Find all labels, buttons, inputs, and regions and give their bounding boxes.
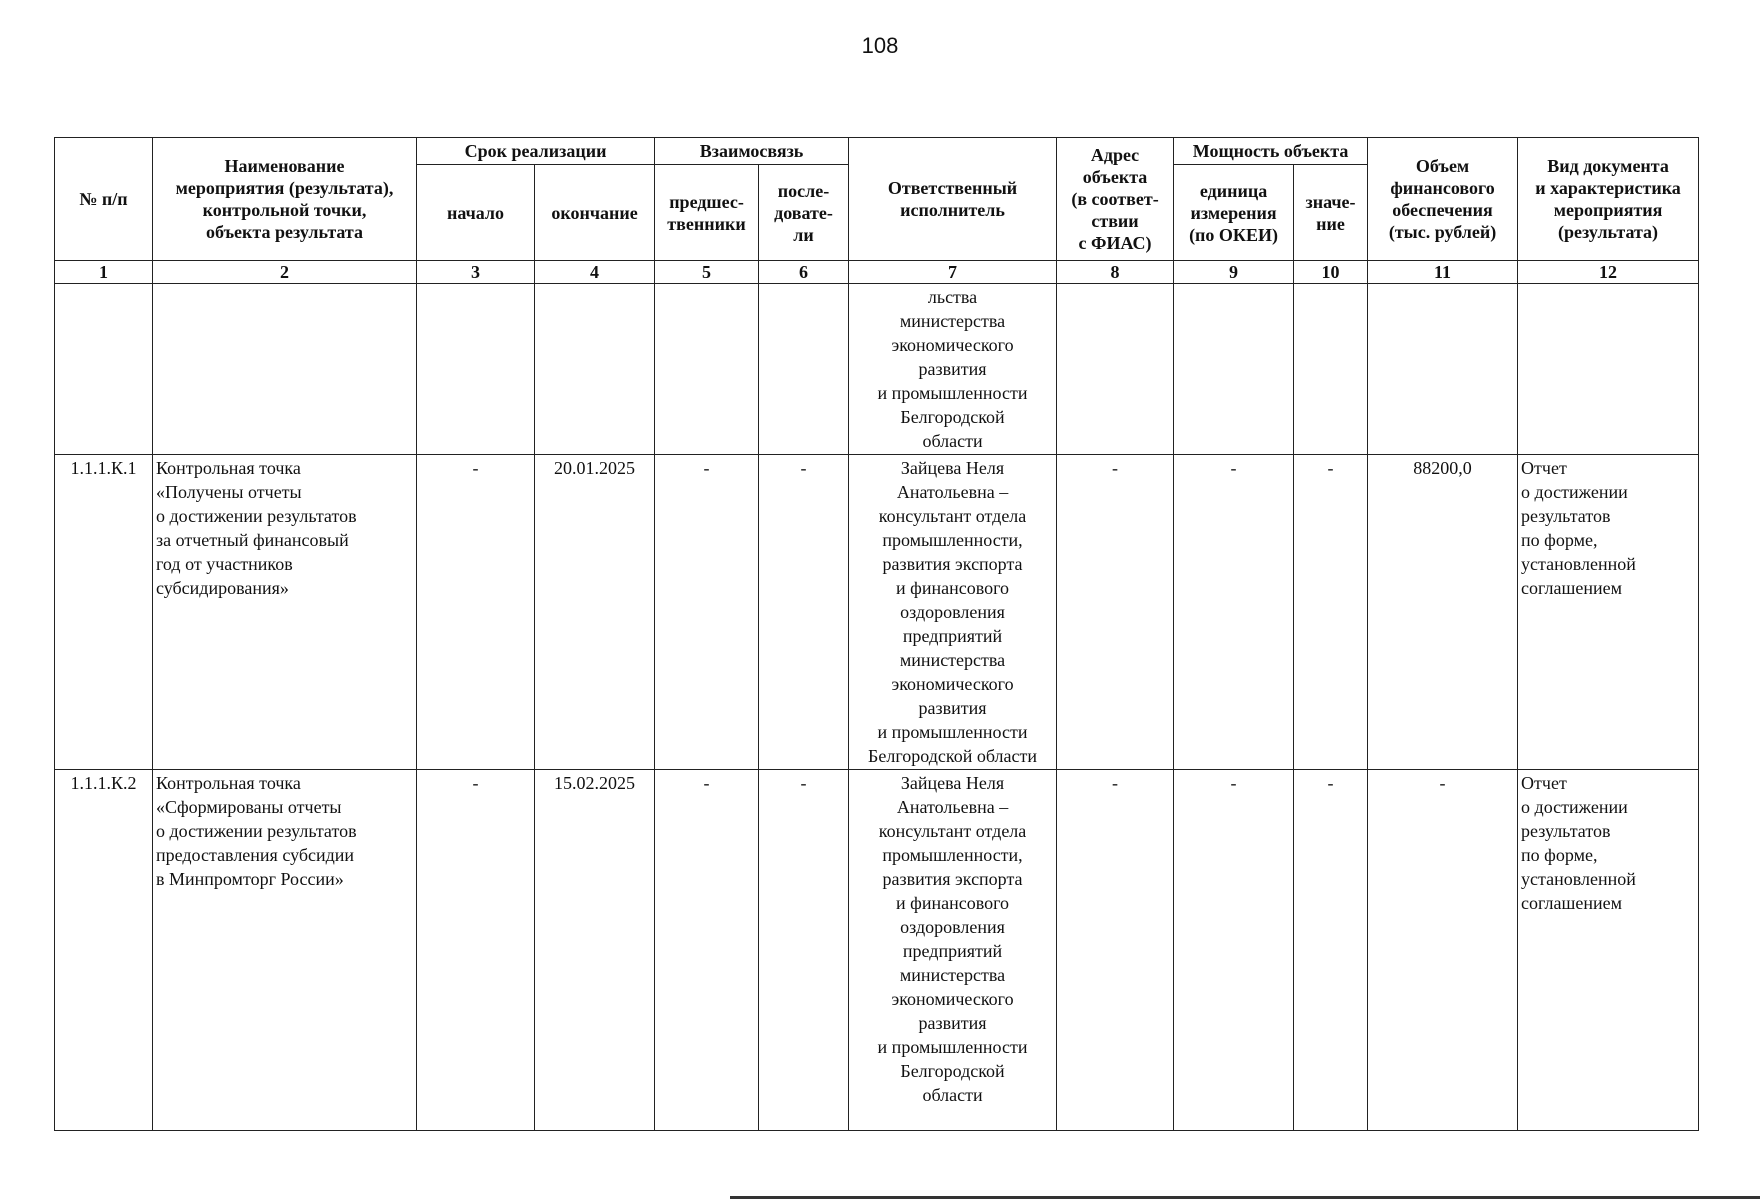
row-start: - bbox=[417, 455, 535, 770]
column-number: 7 bbox=[849, 261, 1057, 284]
header-volume: Объем финансового обеспечения (тыс. рублей) bbox=[1368, 138, 1518, 261]
header-start: начало bbox=[417, 165, 535, 261]
header-link-group: Взаимосвязь bbox=[655, 138, 849, 165]
header-document: Вид документа и характеристика мероприятия (результата) bbox=[1518, 138, 1699, 261]
row-address: - bbox=[1057, 770, 1174, 1131]
column-number: 8 bbox=[1057, 261, 1174, 284]
row-name: Контрольная точка «Получены отчеты о достижении результатов за отчетный финансовый год от участников субсидирования» bbox=[153, 455, 417, 770]
column-number: 6 bbox=[759, 261, 849, 284]
row-value: - bbox=[1294, 455, 1368, 770]
header-address: Адрес объекта (в соответ- ствии с ФИАС) bbox=[1057, 138, 1174, 261]
row-volume: - bbox=[1368, 770, 1518, 1131]
row-predecessors: - bbox=[655, 770, 759, 1131]
row-document: Отчет о достижении результатов по форме, установленной соглашением bbox=[1518, 770, 1699, 1131]
column-number: 1 bbox=[55, 261, 153, 284]
row-address: - bbox=[1057, 455, 1174, 770]
header-name: Наименование мероприятия (результата), контрольной точки, объекта результата bbox=[153, 138, 417, 261]
table-row bbox=[55, 455, 1699, 770]
row-successors: - bbox=[759, 770, 849, 1131]
row-predecessors: - bbox=[655, 455, 759, 770]
header-unit: единица измерения (по ОКЕИ) bbox=[1174, 165, 1294, 261]
row-end: 15.02.2025 bbox=[535, 770, 655, 1131]
header-power-group: Мощность объекта bbox=[1174, 138, 1368, 165]
page-number: 108 bbox=[861, 33, 899, 58]
row-start: - bbox=[417, 770, 535, 1131]
row-volume: 88200,0 bbox=[1368, 455, 1518, 770]
scan-edge-line bbox=[730, 1196, 1760, 1199]
table-header bbox=[55, 138, 1699, 284]
header-successors: после- довате- ли bbox=[759, 165, 849, 261]
row-number: 1.1.1.К.2 bbox=[55, 770, 153, 1131]
header-end: окончание bbox=[535, 165, 655, 261]
responsible-cell: Зайцева Неля Анатольевна – консультант отдела промышленности, развития экспорта и финансового оздоровления предприятий министерства экономического развития и промышленности Белгородской области bbox=[849, 455, 1057, 770]
header-term-group: Срок реализации bbox=[417, 138, 655, 165]
responsible-cell: льства министерства экономического развития и промышленности Белгородской области bbox=[849, 284, 1057, 455]
row-value: - bbox=[1294, 770, 1368, 1131]
column-number: 5 bbox=[655, 261, 759, 284]
column-number: 3 bbox=[417, 261, 535, 284]
row-document: Отчет о достижении результатов по форме, установленной соглашением bbox=[1518, 455, 1699, 770]
row-unit: - bbox=[1174, 455, 1294, 770]
row-number: 1.1.1.К.1 bbox=[55, 455, 153, 770]
column-number: 9 bbox=[1174, 261, 1294, 284]
header-num: № п/п bbox=[55, 138, 153, 261]
row-name: Контрольная точка «Сформированы отчеты о достижении результатов предоставления субсидии в Минпромторг России» bbox=[153, 770, 417, 1131]
row-successors: - bbox=[759, 455, 849, 770]
column-number: 2 bbox=[153, 261, 417, 284]
table-row bbox=[55, 770, 1699, 1131]
header-value: значе- ние bbox=[1294, 165, 1368, 261]
responsible-cell: Зайцева Неля Анатольевна – консультант отдела промышленности, развития экспорта и финансового оздоровления предприятий министерства экономического развития и промышленности Белгородской области bbox=[849, 770, 1057, 1131]
row-end: 20.01.2025 bbox=[535, 455, 655, 770]
plan-table bbox=[54, 137, 1699, 1131]
column-number: 11 bbox=[1368, 261, 1518, 284]
header-predecessors: предшес- твенники bbox=[655, 165, 759, 261]
row-unit: - bbox=[1174, 770, 1294, 1131]
column-number: 4 bbox=[535, 261, 655, 284]
continuation-row bbox=[55, 284, 1699, 455]
column-number: 12 bbox=[1518, 261, 1699, 284]
column-number: 10 bbox=[1294, 261, 1368, 284]
header-responsible: Ответственный исполнитель bbox=[849, 138, 1057, 261]
column-numbers-row bbox=[55, 261, 1699, 284]
